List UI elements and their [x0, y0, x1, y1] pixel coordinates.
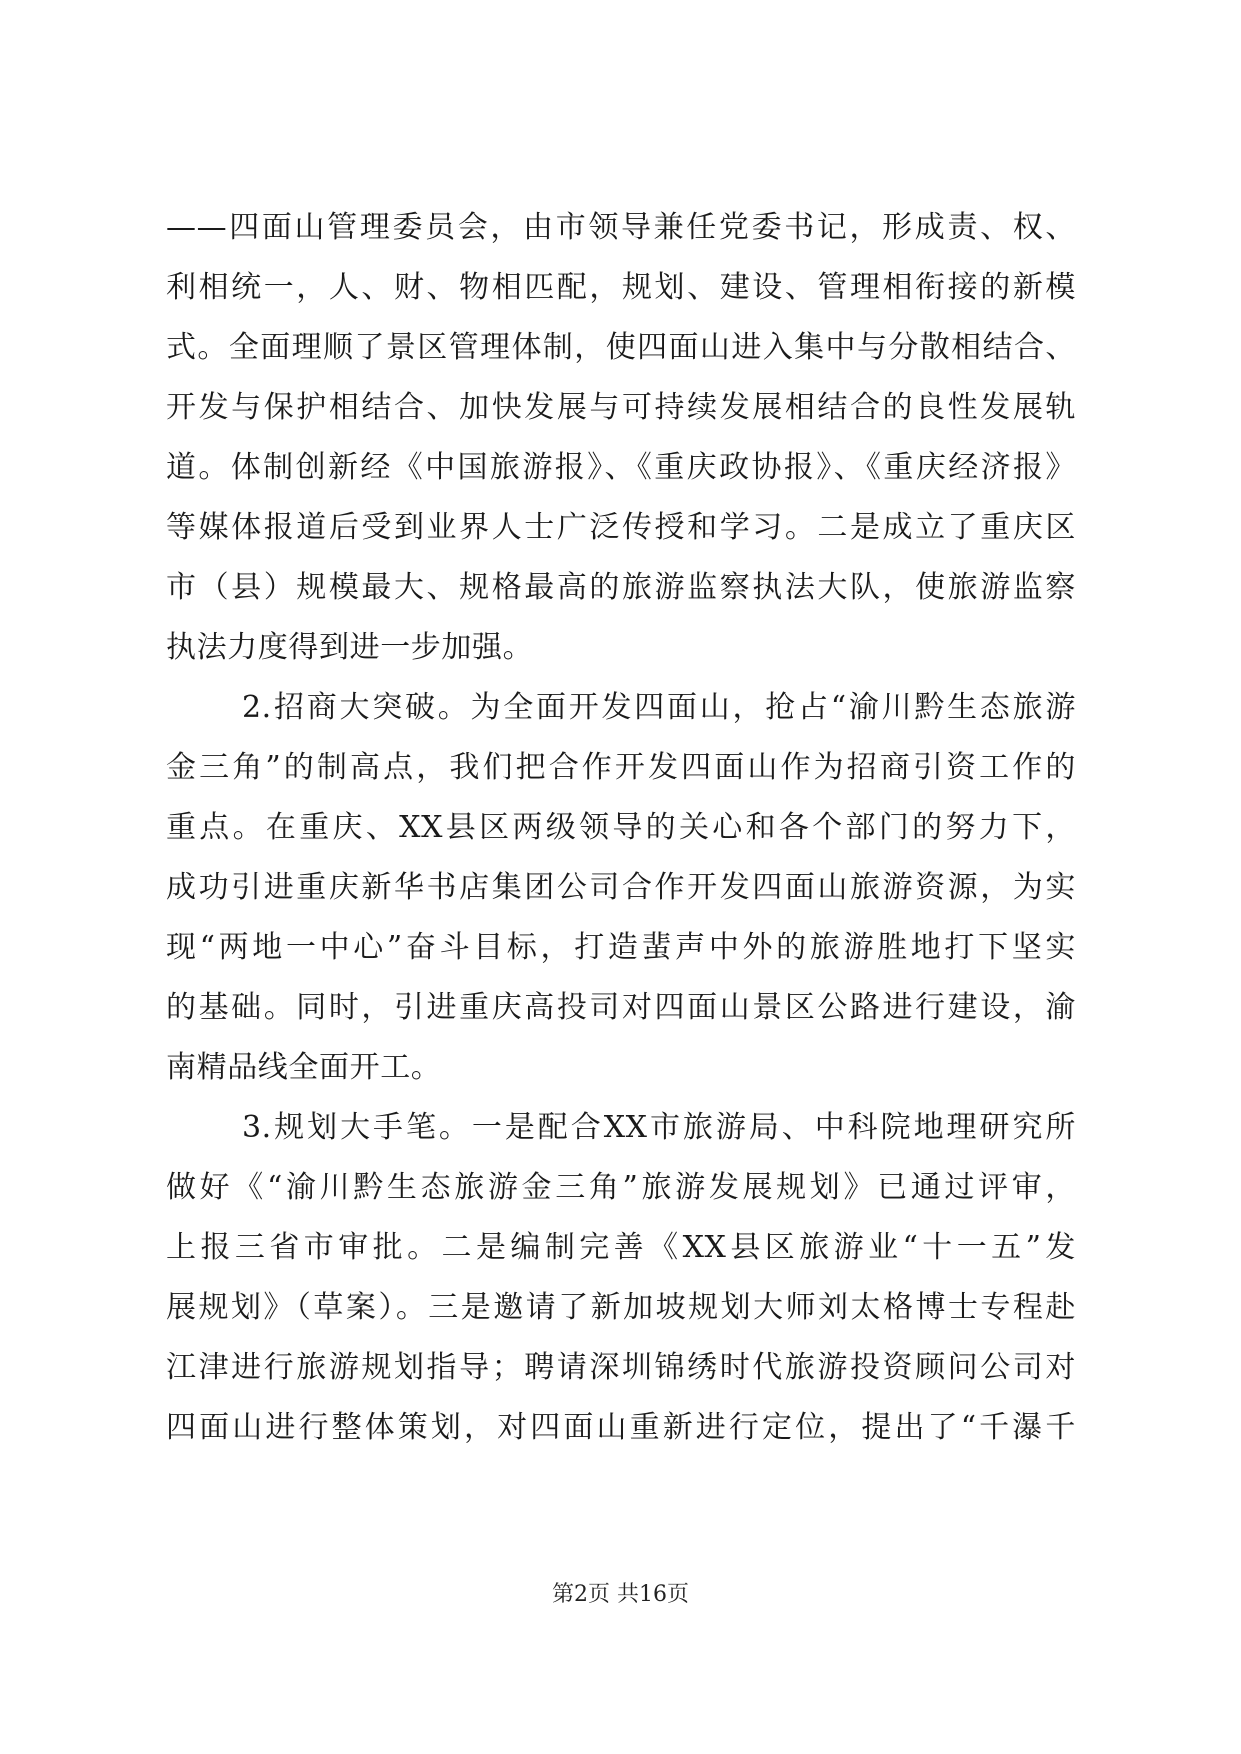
- text-line: 开发与保护相结合、加快发展与可持续发展相结合的良性发展轨: [166, 390, 1076, 425]
- text-line: 现“两地一中心”奋斗目标，打造蜚声中外的旅游胜地打下坚实: [166, 930, 1076, 965]
- text-line: 四面山进行整体策划，对四面山重新进行定位，提出了“千瀑千: [166, 1410, 1076, 1445]
- text-line: 重点。在重庆、XX县区两级领导的关心和各个部门的努力下，: [166, 810, 1076, 845]
- paragraph-heading-line: 2.招商大突破。为全面开发四面山，抢占“渝川黔生态旅游: [242, 690, 1076, 725]
- page-number-footer: 第2页 共16页: [552, 1582, 689, 1607]
- text-line: 展规划》（草案）。三是邀请了新加坡规划大师刘太格博士专程赴: [166, 1290, 1076, 1325]
- text-line: 执法力度得到进一步加强。: [166, 630, 534, 665]
- text-line: 式。全面理顺了景区管理体制，使四面山进入集中与分散相结合、: [166, 330, 1076, 365]
- text-line: 做好《“渝川黔生态旅游金三角”旅游发展规划》已通过评审，: [166, 1170, 1076, 1205]
- text-line: 江津进行旅游规划指导；聘请深圳锦绣时代旅游投资顾问公司对: [166, 1350, 1076, 1385]
- text-line: 金三角”的制高点，我们把合作开发四面山作为招商引资工作的: [166, 750, 1076, 785]
- text-line: 的基础。同时，引进重庆高投司对四面山景区公路进行建设，渝: [166, 990, 1076, 1025]
- text-line: 南精品线全面开工。: [166, 1050, 442, 1085]
- paragraph-heading-line: 3.规划大手笔。一是配合XX市旅游局、中科院地理研究所: [242, 1110, 1076, 1145]
- text-line: 市（县）规模最大、规格最高的旅游监察执法大队，使旅游监察: [166, 570, 1076, 605]
- text-line: 等媒体报道后受到业界人士广泛传授和学习。二是成立了重庆区: [166, 510, 1076, 545]
- text-line: 上报三省市审批。二是编制完善《XX县区旅游业“十一五”发: [166, 1230, 1076, 1265]
- text-line: ——四面山管理委员会，由市领导兼任党委书记，形成责、权、: [166, 210, 1076, 245]
- text-line: 成功引进重庆新华书店集团公司合作开发四面山旅游资源，为实: [166, 870, 1076, 905]
- text-line: 利相统一，人、财、物相匹配，规划、建设、管理相衔接的新模: [166, 270, 1076, 305]
- text-line: 道。体制创新经《中国旅游报》、《重庆政协报》、《重庆经济报》: [166, 450, 1076, 485]
